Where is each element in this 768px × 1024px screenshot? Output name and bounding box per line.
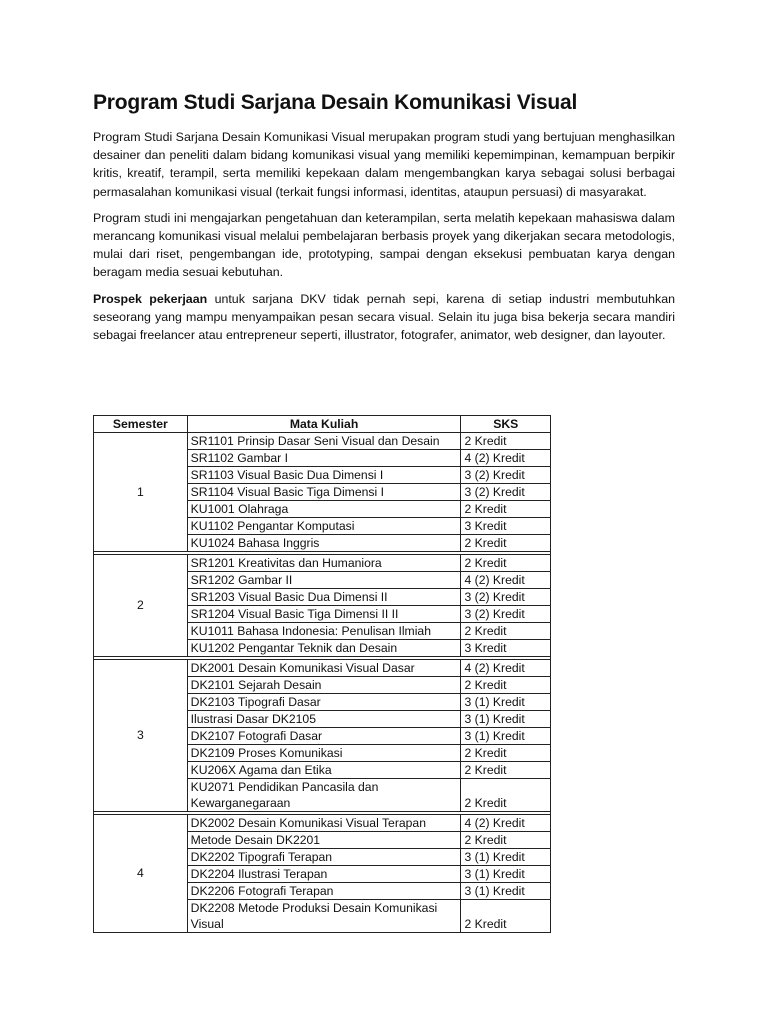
course-cell: KU1011 Bahasa Indonesia: Penulisan Ilmiah bbox=[187, 623, 461, 640]
sks-cell: 3 (2) Kredit bbox=[461, 606, 551, 623]
header-course: Mata Kuliah bbox=[187, 416, 461, 433]
sks-cell: 4 (2) Kredit bbox=[461, 815, 551, 832]
table-row bbox=[94, 555, 551, 572]
sks-cell: 2 Kredit bbox=[461, 501, 551, 518]
course-cell: DK2103 Tipografi Dasar bbox=[187, 694, 461, 711]
semester-cell: 2 bbox=[94, 555, 188, 657]
sks-cell: 3 (1) Kredit bbox=[461, 694, 551, 711]
page-title: Program Studi Sarjana Desain Komunikasi Visual bbox=[93, 91, 578, 114]
header-semester: Semester bbox=[94, 416, 188, 433]
course-cell: DK2002 Desain Komunikasi Visual Terapan bbox=[187, 815, 461, 832]
course-cell: KU2071 Pendidikan Pancasila dan Kewarganegaraan bbox=[187, 779, 461, 812]
sks-cell: 2 Kredit bbox=[461, 762, 551, 779]
course-cell: KU206X Agama dan Etika bbox=[187, 762, 461, 779]
course-cell: DK2206 Fotografi Terapan bbox=[187, 883, 461, 900]
course-cell: SR1202 Gambar II bbox=[187, 572, 461, 589]
course-cell: Metode Desain DK2201 bbox=[187, 832, 461, 849]
header-sks: SKS bbox=[461, 416, 551, 433]
sks-cell: 2 Kredit bbox=[461, 900, 551, 933]
course-cell: DK2001 Desain Komunikasi Visual Dasar bbox=[187, 660, 461, 677]
prospect-text: untuk sarjana DKV tidak pernah sepi, karena di setiap industri membutuhkan seseorang yang mampu menyampaikan pesan secara visual. Selain itu juga bisa bekerja secara mandiri sebagai freelancer atau entrepreneur seperti, illustrator, fotografer, animator, web designer, dan layouter. bbox=[93, 291, 676, 343]
course-cell: KU1202 Pengantar Teknik dan Desain bbox=[187, 640, 461, 657]
course-cell: Ilustrasi Dasar DK2105 bbox=[187, 711, 461, 728]
intro-paragraph: Program Studi Sarjana Desain Komunikasi Visual merupakan program studi yang bertujuan menghasilkan desainer dan peneliti dalam bidang komunikasi visual yang memiliki kepemimpinan, kemampuan berpikir kritis, kreatif, terampil, serta memiliki kepekaan dalam mengembangkan karya sebagai solusi berbagai permasalahan komunikasi visual (terkait fungsi informasi, identitas, ataupun persuasi) di masyarakat. bbox=[93, 130, 675, 199]
course-cell: DK2107 Fotografi Dasar bbox=[187, 728, 461, 745]
table-row bbox=[94, 433, 551, 450]
sks-cell: 3 (2) Kredit bbox=[461, 589, 551, 606]
sks-cell: 3 (1) Kredit bbox=[461, 866, 551, 883]
course-cell: KU1102 Pengantar Komputasi bbox=[187, 518, 461, 535]
sks-cell: 2 Kredit bbox=[461, 779, 551, 812]
course-cell: SR1201 Kreativitas dan Humaniora bbox=[187, 555, 461, 572]
sks-cell: 2 Kredit bbox=[461, 433, 551, 450]
course-cell: SR1102 Gambar I bbox=[187, 450, 461, 467]
sks-cell: 3 (1) Kredit bbox=[461, 849, 551, 866]
sks-cell: 2 Kredit bbox=[461, 623, 551, 640]
course-cell: SR1103 Visual Basic Dua Dimensi I bbox=[187, 467, 461, 484]
sks-cell: 3 (1) Kredit bbox=[461, 728, 551, 745]
curriculum-table bbox=[93, 415, 551, 933]
table-row bbox=[94, 815, 551, 832]
sks-cell: 2 Kredit bbox=[461, 535, 551, 552]
sks-cell: 3 Kredit bbox=[461, 640, 551, 657]
teaching-paragraph: Program studi ini mengajarkan pengetahuan dan keterampilan, serta melatih kepekaan mahasiswa dalam merancang komunikasi visual melalui pembelajaran berbasis proyek yang dikerjakan secara metodologis, mulai dari riset, pengembangan ide, prototyping, sampai dengan eksekusi pembuatan karya dengan beragam media sesuai kebutuhan. bbox=[93, 210, 675, 280]
course-cell: KU1001 Olahraga bbox=[187, 501, 461, 518]
sks-cell: 3 Kredit bbox=[461, 518, 551, 535]
sks-cell: 2 Kredit bbox=[461, 677, 551, 694]
course-cell: SR1101 Prinsip Dasar Seni Visual dan Desain bbox=[187, 433, 461, 450]
sks-cell: 3 (2) Kredit bbox=[461, 467, 551, 484]
sks-cell: 3 (1) Kredit bbox=[461, 711, 551, 728]
course-cell: SR1204 Visual Basic Tiga Dimensi II II bbox=[187, 606, 461, 623]
course-cell: SR1104 Visual Basic Tiga Dimensi I bbox=[187, 484, 461, 501]
course-cell: DK2202 Tipografi Terapan bbox=[187, 849, 461, 866]
sks-cell: 3 (2) Kredit bbox=[461, 484, 551, 501]
prospect-paragraph bbox=[93, 290, 675, 345]
semester-cell: 3 bbox=[94, 660, 188, 812]
document-page bbox=[93, 88, 675, 352]
sks-cell: 4 (2) Kredit bbox=[461, 660, 551, 677]
course-cell: DK2204 Ilustrasi Terapan bbox=[187, 866, 461, 883]
semester-cell: 4 bbox=[94, 815, 188, 933]
sks-cell: 2 Kredit bbox=[461, 555, 551, 572]
sks-cell: 3 (1) Kredit bbox=[461, 883, 551, 900]
table-header-row bbox=[94, 416, 551, 433]
course-cell: DK2208 Metode Produksi Desain Komunikasi Visual bbox=[187, 900, 461, 933]
course-cell: SR1203 Visual Basic Dua Dimensi II bbox=[187, 589, 461, 606]
course-cell: DK2101 Sejarah Desain bbox=[187, 677, 461, 694]
course-cell: KU1024 Bahasa Inggris bbox=[187, 535, 461, 552]
table-body bbox=[94, 433, 551, 933]
prospect-bold-label: Prospek pekerjaan bbox=[93, 291, 208, 306]
course-cell: DK2109 Proses Komunikasi bbox=[187, 745, 461, 762]
table-row bbox=[94, 660, 551, 677]
sks-cell: 2 Kredit bbox=[461, 745, 551, 762]
sks-cell: 4 (2) Kredit bbox=[461, 450, 551, 467]
sks-cell: 2 Kredit bbox=[461, 832, 551, 849]
semester-cell: 1 bbox=[94, 433, 188, 552]
sks-cell: 4 (2) Kredit bbox=[461, 572, 551, 589]
